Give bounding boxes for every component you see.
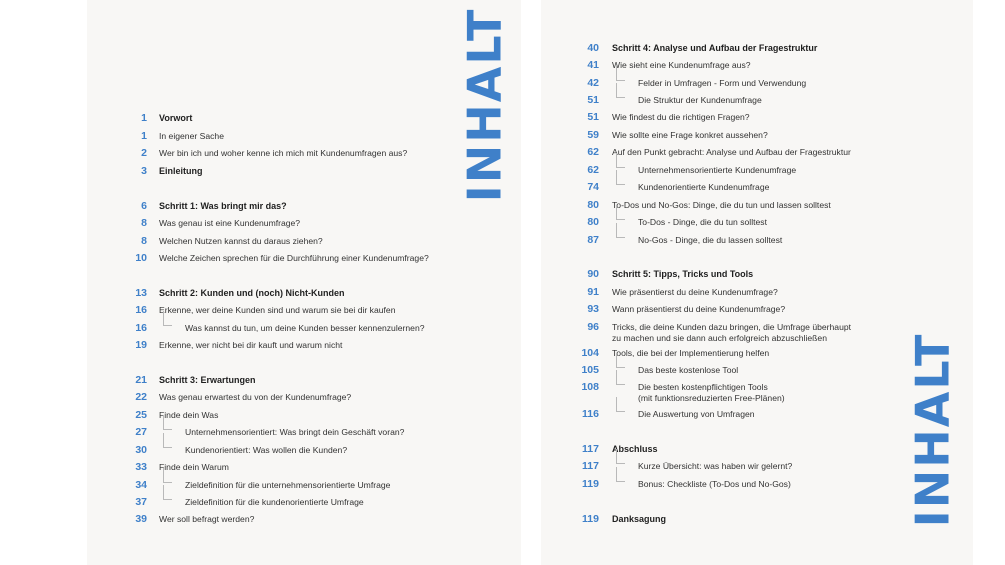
page-number: 1 bbox=[141, 112, 147, 124]
entry-title: Wer bin ich und woher kenne ich mich mit Kundenumfragen aus? bbox=[159, 148, 408, 158]
indent-connector bbox=[616, 467, 625, 482]
entry-title: Schritt 2: Kunden und (noch) Nicht-Kunden bbox=[159, 288, 345, 298]
toc-entry bbox=[541, 144, 961, 161]
toc-subentry bbox=[87, 424, 507, 441]
entry-title: To-Dos - Dinge, die du tun solltest bbox=[638, 217, 767, 227]
page-number: 19 bbox=[135, 339, 147, 351]
entry-title: Auf den Punkt gebracht: Analyse und Aufbau der Fragestruktur bbox=[612, 147, 851, 157]
page-number: 37 bbox=[135, 496, 147, 508]
indent-connector bbox=[616, 83, 625, 98]
entry-title-line: Tricks, die deine Kunden dazu bringen, die Umfrage überhaupt bbox=[612, 322, 852, 332]
indent-connector bbox=[616, 153, 625, 168]
page-number: 33 bbox=[135, 461, 147, 473]
page-number: 34 bbox=[135, 479, 147, 491]
entry-title: Schritt 1: Was bringt mir das? bbox=[159, 201, 287, 211]
entry-title: Schritt 3: Erwartungen bbox=[159, 375, 256, 385]
toc-entry bbox=[87, 233, 507, 250]
entry-title: Finde dein Warum bbox=[159, 462, 229, 472]
indent-connector bbox=[616, 66, 625, 81]
page-number: 91 bbox=[587, 286, 599, 298]
toc-subentry bbox=[541, 214, 961, 231]
entry-title: Wann präsentierst du deine Kundenumfrage? bbox=[612, 304, 786, 314]
entry-title bbox=[638, 382, 785, 403]
entry-title-line: Die besten kostenpflichtigen Tools bbox=[638, 382, 768, 392]
entry-title: Schritt 5: Tipps, Tricks und Tools bbox=[612, 269, 754, 279]
page-number: 13 bbox=[135, 287, 147, 299]
page-number: 104 bbox=[581, 347, 599, 359]
toc-entry bbox=[87, 302, 507, 319]
page-number: 105 bbox=[581, 364, 599, 376]
entry-title: Zieldefinition für die unternehmensorientierte Umfrage bbox=[185, 480, 391, 490]
toc-subentry bbox=[541, 162, 961, 179]
entry-title: Kurze Übersicht: was haben wir gelernt? bbox=[638, 461, 793, 471]
page-number: 51 bbox=[587, 111, 599, 123]
toc-entry bbox=[87, 459, 507, 476]
page-number: 30 bbox=[135, 444, 147, 456]
page-number: 93 bbox=[587, 303, 599, 315]
toc-entry bbox=[87, 407, 507, 424]
toc-entry bbox=[541, 441, 961, 458]
page-number: 25 bbox=[135, 409, 147, 421]
page-number: 87 bbox=[587, 234, 599, 246]
entry-title: In eigener Sache bbox=[159, 131, 224, 141]
entry-title: Einleitung bbox=[159, 166, 203, 176]
toc-subentry bbox=[541, 406, 961, 423]
entry-title: Vorwort bbox=[159, 113, 193, 123]
page-number: 22 bbox=[135, 391, 147, 403]
entry-title: Kundenorientiert: Was wollen die Kunden? bbox=[185, 445, 348, 455]
toc-entry bbox=[541, 57, 961, 74]
toc-entry bbox=[87, 215, 507, 232]
page-number: 1 bbox=[141, 130, 147, 142]
toc-entry bbox=[87, 145, 507, 162]
entry-title: Zieldefinition für die kundenorientierte Umfrage bbox=[185, 497, 364, 507]
toc-entry bbox=[541, 40, 961, 57]
toc-entry bbox=[87, 128, 507, 145]
page-number: 80 bbox=[587, 199, 599, 211]
toc-entry bbox=[87, 511, 507, 528]
entry-title: Welchen Nutzen kannst du daraus ziehen? bbox=[159, 236, 323, 246]
indent-connector bbox=[163, 311, 172, 326]
page-number: 16 bbox=[135, 304, 147, 316]
page-number: 21 bbox=[135, 374, 147, 386]
toc-entry bbox=[541, 511, 961, 528]
entry-title: Die Struktur der Kundenumfrage bbox=[638, 95, 762, 105]
indent-connector bbox=[616, 397, 625, 412]
toc-subentry bbox=[541, 458, 961, 475]
entry-title: Wer soll befragt werden? bbox=[159, 514, 255, 524]
entry-title: Wie präsentierst du deine Kundenumfrage? bbox=[612, 287, 778, 297]
page-number: 42 bbox=[587, 77, 599, 89]
indent-connector bbox=[616, 170, 625, 185]
entry-title: Was genau erwartest du von der Kundenumfrage? bbox=[159, 392, 352, 402]
toc-entry bbox=[541, 127, 961, 144]
toc-entry bbox=[541, 109, 961, 126]
toc-subentry bbox=[87, 494, 507, 511]
entry-title: To-Dos und No-Gos: Dinge, die du tun und lassen solltest bbox=[612, 200, 831, 210]
toc-page-right bbox=[541, 0, 973, 565]
entry-title: Erkenne, wer nicht bei dir kauft und warum nicht bbox=[159, 340, 343, 350]
indent-connector bbox=[163, 433, 172, 448]
entry-title: Unternehmensorientiert: Was bringt dein Geschäft voran? bbox=[185, 427, 405, 437]
toc-subentry bbox=[87, 442, 507, 459]
entry-title: Erkenne, wer deine Kunden sind und warum sie bei dir kaufen bbox=[159, 305, 396, 315]
entry-title-line: zu machen und sie dann auch erfolgreich abzuschließen bbox=[612, 332, 827, 343]
entry-title: Kundenorientierte Kundenumfrage bbox=[638, 182, 770, 192]
page-number: 116 bbox=[582, 408, 599, 420]
page-number: 27 bbox=[135, 426, 147, 438]
entry-title: Tools, die bei der Implementierung helfen bbox=[612, 348, 770, 358]
toc-entry bbox=[87, 198, 507, 215]
indent-connector bbox=[163, 485, 172, 500]
toc-subentry bbox=[541, 75, 961, 92]
toc-entry bbox=[541, 266, 961, 283]
toc-entry bbox=[541, 301, 961, 318]
entry-title: Wie sollte eine Frage konkret aussehen? bbox=[612, 130, 768, 140]
toc-entry bbox=[541, 284, 961, 301]
page-number: 117 bbox=[582, 460, 599, 472]
entry-title: Die Auswertung von Umfragen bbox=[638, 409, 755, 419]
page-number: 10 bbox=[135, 252, 147, 264]
page-number: 108 bbox=[581, 381, 599, 393]
page-number: 41 bbox=[587, 59, 599, 71]
toc-subentry bbox=[541, 379, 961, 405]
entry-title: No-Gos - Dinge, die du lassen solltest bbox=[638, 235, 783, 245]
page-number: 3 bbox=[141, 165, 147, 177]
toc-entry bbox=[541, 345, 961, 362]
page-number: 16 bbox=[135, 322, 147, 334]
page-number: 119 bbox=[582, 478, 599, 490]
toc-subentry bbox=[87, 477, 507, 494]
indent-connector bbox=[616, 353, 625, 368]
indent-connector bbox=[163, 415, 172, 430]
indent-connector bbox=[163, 468, 172, 483]
toc-page-left bbox=[87, 0, 521, 565]
page-number: 6 bbox=[141, 200, 147, 212]
contents-title: INHALT bbox=[905, 332, 960, 528]
toc-entry bbox=[87, 250, 507, 267]
toc-subentry bbox=[541, 179, 961, 196]
entry-title: Wie findest du die richtigen Fragen? bbox=[612, 112, 750, 122]
entry-title: Was kannst du tun, um deine Kunden besser kennenzulernen? bbox=[185, 323, 425, 333]
entry-title bbox=[612, 322, 851, 343]
toc-entry bbox=[87, 110, 507, 127]
entry-title: Bonus: Checkliste (To-Dos und No-Gos) bbox=[638, 479, 791, 489]
page-number: 90 bbox=[587, 268, 599, 280]
page-number: 40 bbox=[587, 42, 599, 54]
toc-entry bbox=[541, 319, 961, 345]
toc-subentry bbox=[87, 320, 507, 337]
indent-connector bbox=[616, 370, 625, 385]
entry-title: Unternehmensorientierte Kundenumfrage bbox=[638, 165, 797, 175]
entry-title: Abschluss bbox=[612, 444, 658, 454]
page-number: 59 bbox=[587, 129, 599, 141]
entry-title: Wie sieht eine Kundenumfrage aus? bbox=[612, 60, 751, 70]
page-number: 8 bbox=[141, 235, 147, 247]
page-number: 80 bbox=[587, 216, 599, 228]
indent-connector bbox=[616, 205, 625, 220]
entry-title: Schritt 4: Analyse und Aufbau der Fragestruktur bbox=[612, 43, 818, 53]
page-number: 8 bbox=[141, 217, 147, 229]
toc-subentry bbox=[541, 476, 961, 493]
page-number: 51 bbox=[587, 94, 599, 106]
entry-title: Welche Zeichen sprechen für die Durchführung einer Kundenumfrage? bbox=[159, 253, 429, 263]
contents-title: INHALT bbox=[457, 7, 512, 203]
page-number: 62 bbox=[587, 146, 599, 158]
page-number: 62 bbox=[587, 164, 599, 176]
toc-entry bbox=[541, 197, 961, 214]
toc-entry bbox=[87, 389, 507, 406]
page-number: 39 bbox=[135, 513, 147, 525]
page-number: 74 bbox=[587, 181, 599, 193]
entry-title: Finde dein Was bbox=[159, 410, 219, 420]
toc-subentry bbox=[541, 362, 961, 379]
entry-title: Das beste kostenlose Tool bbox=[638, 365, 739, 375]
toc-subentry bbox=[541, 232, 961, 249]
toc-entry bbox=[87, 285, 507, 302]
entry-title: Danksagung bbox=[612, 514, 667, 524]
page-number: 96 bbox=[587, 321, 599, 333]
toc-entry bbox=[87, 372, 507, 389]
indent-connector bbox=[616, 449, 625, 464]
toc-subentry bbox=[541, 92, 961, 109]
page-number: 119 bbox=[582, 513, 599, 525]
entry-title: Felder in Umfragen - Form und Verwendung bbox=[638, 78, 807, 88]
indent-connector bbox=[616, 223, 625, 238]
page-number: 2 bbox=[141, 147, 147, 159]
toc-entry bbox=[87, 337, 507, 354]
page-number: 117 bbox=[582, 443, 599, 455]
toc-entry bbox=[87, 163, 507, 180]
entry-title-line: (mit funktionsreduzierten Free-Plänen) bbox=[638, 392, 785, 403]
entry-title: Was genau ist eine Kundenumfrage? bbox=[159, 218, 301, 228]
